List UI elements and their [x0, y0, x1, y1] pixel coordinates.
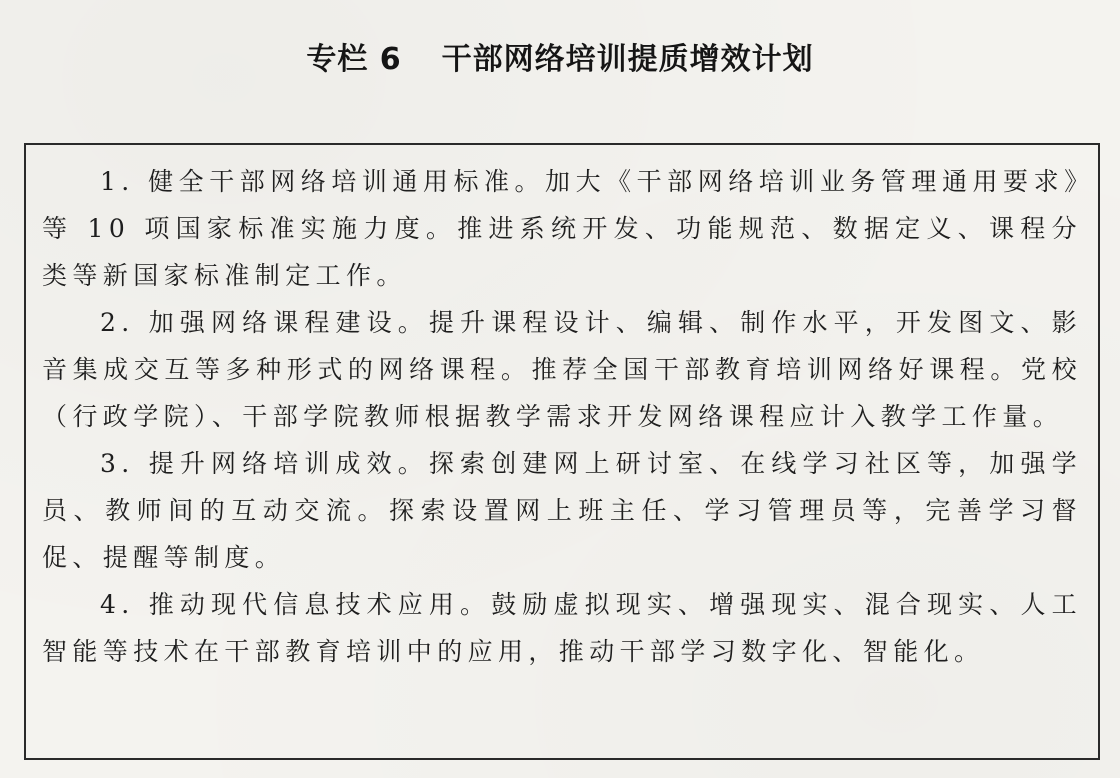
paragraph-1: 1. 健全干部网络培训通用标准。加大《干部网络培训业务管理通用要求》等 10 项国家标准实施力度。推进系统开发、功能规范、数据定义、课程分类等新国家标准制定工作。: [42, 167, 1082, 290]
column-label: 专栏 6: [306, 42, 402, 77]
column-title: [0, 34, 1120, 86]
paragraph-2: 2. 加强网络课程建设。提升课程设计、编辑、制作水平，开发图文、影音集成交互等多种形式的网络课程。推荐全国干部教育培训网络好课程。党校（行政学院）、干部学院教师根据教学需求开发网络课程应计入教学工作量。: [42, 308, 1082, 431]
paragraph-4: 4. 推动现代信息技术应用。鼓励虚拟现实、增强现实、混合现实、人工智能等技术在干部教育培训中的应用，推动干部学习数字化、智能化。: [42, 590, 1082, 666]
paragraph-3: 3. 提升网络培训成效。探索创建网上研讨室、在线学习社区等，加强学员、教师间的互动交流。探索设置网上班主任、学习管理员等，完善学习督促、提醒等制度。: [42, 449, 1082, 572]
column-heading: 干部网络培训提质增效计划: [441, 42, 814, 77]
content-box: [24, 143, 1100, 760]
